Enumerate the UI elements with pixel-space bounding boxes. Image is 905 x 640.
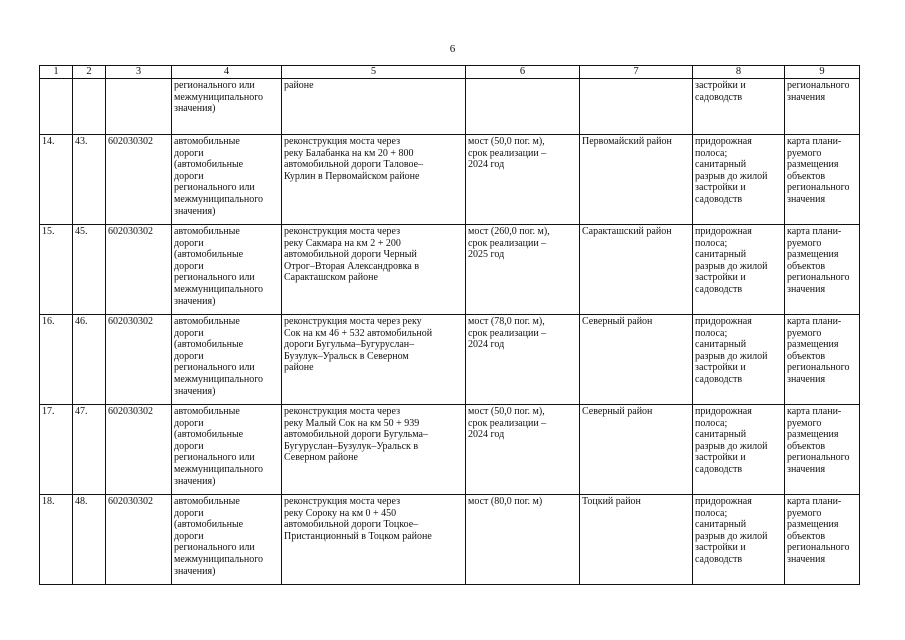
cell-characteristics: мост (80,0 пог. м) [466,495,580,585]
cell-number-2: 47. [73,405,106,495]
cell-number-2: 48. [73,495,106,585]
cell-type: автомобильные дороги (автомобильные дороги регионального или межмуниципального значения) [172,495,282,585]
table-row [40,135,860,225]
cell-description: реконструкция моста через реку Сок на км 46 + 532 автомобильной дороги Бугульма–Бугуруслан– Бузулук–Уральск в Северном районе [282,315,466,405]
cell-document: карта плани- руемого размещения объектов регионального значения [785,135,860,225]
table-row [40,315,860,405]
cell-type: автомобильные дороги (автомобильные дороги регионального или межмуниципального значения) [172,315,282,405]
cell-code [106,79,172,135]
cell-code: 602030302 [106,225,172,315]
column-header: 6 [466,66,580,79]
cell-number: 16. [40,315,73,405]
cell-document: карта плани- руемого размещения объектов регионального значения [785,225,860,315]
cell-type: автомобильные дороги (автомобильные дороги регионального или межмуниципального значения) [172,225,282,315]
column-header: 4 [172,66,282,79]
column-header: 8 [693,66,785,79]
table-row [40,495,860,585]
cell-description: реконструкция моста через реку Малый Сок на км 50 + 939 автомобильной дороги Бугульма– Бугуруслан–Бузулук–Уральск в Северном районе [282,405,466,495]
cell-location: Тоцкий район [580,495,693,585]
cell-type: автомобильные дороги (автомобильные дороги регионального или межмуниципального значения) [172,135,282,225]
cell-characteristics: мост (50,0 пог. м), срок реализации – 2024 год [466,135,580,225]
cell-number: 14. [40,135,73,225]
cell-code: 602030302 [106,495,172,585]
cell-number-2 [73,79,106,135]
objects-table [39,65,860,585]
cell-number-2: 43. [73,135,106,225]
cell-number [40,79,73,135]
cell-characteristics: мост (50,0 пог. м), срок реализации – 2024 год [466,405,580,495]
column-header: 3 [106,66,172,79]
column-header: 5 [282,66,466,79]
cell-type: регионального или межмуниципального значения) [172,79,282,135]
cell-zone: придорожная полоса; санитарный разрыв до жилой застройки и садоводств [693,495,785,585]
cell-zone: придорожная полоса; санитарный разрыв до жилой застройки и садоводств [693,135,785,225]
cell-zone: застройки и садоводств [693,79,785,135]
cell-location [580,79,693,135]
cell-location: Северный район [580,405,693,495]
cell-number: 15. [40,225,73,315]
cell-number: 18. [40,495,73,585]
cell-zone: придорожная полоса; санитарный разрыв до жилой застройки и садоводств [693,225,785,315]
cell-zone: придорожная полоса; санитарный разрыв до жилой застройки и садоводств [693,315,785,405]
cell-document: регионального значения [785,79,860,135]
cell-characteristics: мост (260,0 пог. м), срок реализации – 2025 год [466,225,580,315]
table-row [40,225,860,315]
cell-code: 602030302 [106,315,172,405]
cell-description: реконструкция моста через реку Балабанка на км 20 + 800 автомобильной дороги Таловое– Курлин в Первомайском районе [282,135,466,225]
cell-code: 602030302 [106,135,172,225]
column-header: 9 [785,66,860,79]
column-header: 1 [40,66,73,79]
cell-number: 17. [40,405,73,495]
table-header-row [40,66,860,79]
column-header: 7 [580,66,693,79]
cell-number-2: 45. [73,225,106,315]
cell-location: Первомайский район [580,135,693,225]
cell-characteristics: мост (78,0 пог. м), срок реализации – 2024 год [466,315,580,405]
cell-code: 602030302 [106,405,172,495]
page-number: 6 [449,43,456,55]
cell-document: карта плани- руемого размещения объектов регионального значения [785,405,860,495]
table-row-continuation [40,79,860,135]
cell-description: реконструкция моста через реку Сакмара на км 2 + 200 автомобильной дороги Черный Отрог–Вторая Александровка в Саракташском районе [282,225,466,315]
cell-location: Саракташский район [580,225,693,315]
cell-document: карта плани- руемого размещения объектов регионального значения [785,315,860,405]
cell-location: Северный район [580,315,693,405]
cell-type: автомобильные дороги (автомобильные дороги регионального или межмуниципального значения) [172,405,282,495]
table-row [40,405,860,495]
cell-characteristics [466,79,580,135]
cell-description: районе [282,79,466,135]
cell-description: реконструкция моста через реку Сороку на км 0 + 450 автомобильной дороги Тоцкое– Пристанционный в Тоцком районе [282,495,466,585]
column-header: 2 [73,66,106,79]
cell-zone: придорожная полоса; санитарный разрыв до жилой застройки и садоводств [693,405,785,495]
cell-number-2: 46. [73,315,106,405]
cell-document: карта плани- руемого размещения объектов регионального значения [785,495,860,585]
